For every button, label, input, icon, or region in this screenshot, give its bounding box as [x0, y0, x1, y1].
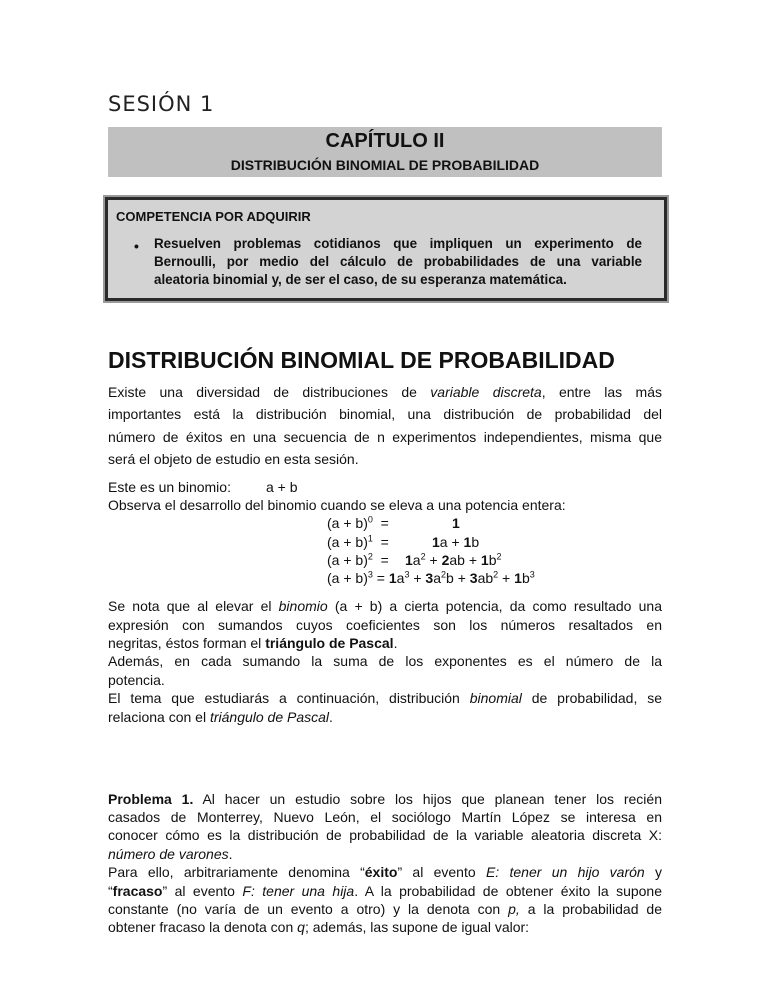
text-segment: ” al evento	[162, 883, 243, 899]
equation-line	[327, 570, 535, 586]
text-segment: (a + b) a cierta potencia, da como resultado una	[327, 598, 662, 614]
text-segment: ab	[477, 570, 494, 586]
text-segment: obtener fracaso la denota con	[108, 919, 298, 935]
text-segment: potencia.	[108, 672, 165, 688]
text-segment: triángulo de Pascal	[265, 635, 394, 651]
problem-line	[108, 846, 662, 862]
problem-line	[108, 919, 662, 935]
text-segment: Al hacer un estudio sobre los hijos que planean tener los recién	[193, 791, 662, 807]
competence-line: Resuelven problemas cotidianos que impliquen un experimento de	[154, 236, 642, 251]
chapter-banner	[108, 127, 662, 177]
text-segment: 1	[432, 534, 440, 550]
problem-line	[108, 827, 662, 843]
competence-line: aleatoria binomial y, de ser el caso, de su esperanza matemática.	[154, 272, 567, 287]
text-segment: a la probabilidad de	[519, 901, 662, 917]
paragraph-line	[108, 653, 662, 669]
text-segment: +	[498, 570, 515, 586]
text-segment: .	[329, 709, 333, 725]
equation-result	[405, 552, 502, 568]
text-segment: .	[228, 846, 233, 862]
text-segment: Para ello, arbitrariamente denomina “	[108, 864, 365, 880]
text-segment: b	[488, 552, 497, 568]
paragraph-line	[108, 497, 662, 513]
competence-line: Bernoulli, por medio del cálculo de probabilidades de una variable	[154, 254, 642, 269]
equation-result	[452, 515, 460, 531]
competence-box	[105, 197, 667, 301]
text-segment: 2	[367, 551, 373, 562]
paragraph-line	[108, 617, 662, 633]
paragraph-line	[108, 451, 662, 467]
text-segment: conocer cómo es la distribución de probabilidad de la variable aleatoria discreta X:	[108, 827, 662, 843]
text-segment: binomial	[469, 690, 522, 706]
text-segment: Existe una diversidad de distribuciones de	[108, 384, 431, 400]
text-segment: b	[471, 534, 480, 550]
text-segment: 3	[367, 569, 373, 580]
text-segment: (a + b)	[327, 515, 368, 531]
text-segment: , entre las más	[541, 384, 662, 400]
text-segment: 0	[367, 514, 373, 525]
paragraph-line	[108, 479, 662, 495]
text-segment: fracaso	[112, 883, 163, 899]
text-segment: 1	[452, 515, 460, 531]
text-segment: ” al evento	[397, 864, 486, 880]
paragraph-line	[108, 406, 662, 422]
paragraph-line	[108, 672, 662, 688]
text-segment: +	[409, 570, 426, 586]
text-segment: ab +	[449, 552, 481, 568]
text-segment: 3	[469, 570, 478, 586]
paragraph-line	[108, 690, 662, 706]
equation-line	[327, 515, 389, 531]
text-segment: número de éxitos en una secuencia de n experimentos independientes, misma que	[108, 429, 662, 445]
text-segment: 1	[514, 570, 522, 586]
text-segment: 1	[367, 533, 373, 544]
text-segment: =	[372, 570, 385, 586]
text-segment: E: tener un hijo varón	[485, 864, 645, 880]
problem-line	[108, 901, 662, 917]
text-segment: relaciona con el	[108, 709, 210, 725]
text-segment: variable discreta	[430, 384, 542, 400]
text-segment: 1	[480, 552, 489, 568]
problem-line	[108, 883, 662, 899]
text-segment: importantes está la distribución binomial, una distribución de probabilidad del	[108, 406, 662, 422]
text-segment: 3	[529, 569, 535, 580]
text-segment: Observa el desarrollo del binomio cuando se eleva a una potencia entera:	[108, 497, 566, 513]
text-segment: 1	[388, 570, 397, 586]
text-segment: .	[393, 635, 398, 651]
bullet-icon: •	[134, 238, 139, 254]
competence-title: COMPETENCIA POR ADQUIRIR	[116, 209, 311, 224]
text-segment: triángulo de Pascal	[209, 709, 330, 725]
text-segment: número de varones	[108, 846, 229, 862]
session-label: SESIÓN 1	[108, 92, 215, 116]
text-segment: 1	[463, 534, 472, 550]
text-segment: expresión con sumandos cuyos coeficientes son los números resaltados en	[108, 617, 662, 633]
text-segment: (a + b)	[327, 552, 368, 568]
text-segment: . A la probabilidad de obtener éxito la supone	[354, 883, 663, 899]
text-segment: negritas, éstos forman el	[108, 635, 266, 651]
chapter-subtitle: DISTRIBUCIÓN BINOMIAL DE PROBABILIDAD	[230, 157, 540, 173]
paragraph-line	[108, 635, 662, 651]
text-segment: 2	[441, 569, 447, 580]
paragraph-line	[108, 598, 662, 614]
text-segment: =	[372, 552, 389, 568]
paragraph-line	[108, 429, 662, 445]
text-segment: a +	[439, 534, 464, 550]
text-segment: constante (no varía de un evento a otro) y la denota con	[108, 901, 509, 917]
text-segment: y	[644, 864, 662, 880]
text-segment: (a + b)	[327, 534, 368, 550]
text-segment: a	[433, 570, 442, 586]
equation-line	[327, 552, 389, 568]
paragraph-line	[108, 709, 662, 725]
text-segment: a	[396, 570, 405, 586]
section-heading: DISTRIBUCIÓN BINOMIAL DE PROBABILIDAD	[108, 347, 615, 373]
text-segment: Este es un binomio:	[108, 479, 231, 495]
binomial-expression: a + b	[266, 479, 298, 495]
problem-line	[108, 791, 662, 807]
text-segment: a	[412, 552, 421, 568]
problem-line	[108, 809, 662, 825]
text-segment: 2	[493, 569, 499, 580]
text-segment: éxito	[364, 864, 398, 880]
text-segment: ; además, las supone de igual valor:	[304, 919, 530, 935]
problem-line	[108, 864, 662, 880]
text-segment: binomio	[278, 598, 328, 614]
text-segment: “	[108, 883, 113, 899]
text-segment: Problema 1.	[108, 791, 194, 807]
text-segment: El tema que estudiarás a continuación, distribución	[108, 690, 470, 706]
text-segment: de probabilidad, se	[521, 690, 662, 706]
text-segment: 3	[404, 569, 410, 580]
text-segment: Se nota que al elevar el	[108, 598, 279, 614]
text-segment: 2	[420, 551, 426, 562]
text-segment: casados de Monterrey, Nuevo León, el sociólogo Martín López se interesa en	[108, 809, 662, 825]
equation-line	[327, 534, 389, 550]
text-segment: (a + b)	[327, 570, 368, 586]
text-segment: q	[297, 919, 305, 935]
text-segment: F: tener una hija	[242, 883, 355, 899]
text-segment: Además, en cada sumando la suma de los exponentes es el número de la	[108, 653, 662, 669]
equation-result	[432, 534, 479, 550]
text-segment: =	[372, 534, 389, 550]
text-segment: 3	[425, 570, 434, 586]
text-segment: b +	[446, 570, 470, 586]
text-segment: 1	[405, 552, 413, 568]
paragraph-line	[108, 384, 662, 400]
text-segment: 2	[441, 552, 450, 568]
text-segment: será el objeto de estudio en esta sesión.	[108, 451, 359, 467]
text-segment: =	[372, 515, 389, 531]
text-segment: p,	[508, 901, 520, 917]
text-segment: b	[521, 570, 530, 586]
chapter-title: CAPÍTULO II	[325, 130, 445, 152]
text-segment: 2	[496, 551, 502, 562]
text-segment: +	[425, 552, 442, 568]
